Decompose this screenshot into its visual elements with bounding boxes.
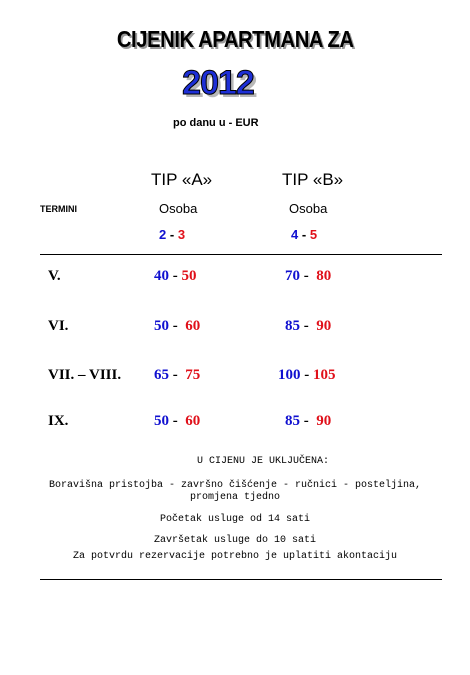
price-min: 85 — [285, 413, 300, 429]
period-label: V. — [48, 268, 61, 284]
subtitle-text: po danu u - EUR — [173, 117, 259, 129]
type-a-header: TIP «A» — [151, 170, 213, 189]
service-end: Završetak usluge do 10 sati — [153, 535, 317, 546]
type-b-persons-max: 5 — [309, 227, 318, 242]
price-min: 85 — [285, 318, 300, 334]
type-b-persons-min: 4 — [291, 227, 299, 242]
price-unit-subtitle — [173, 117, 259, 129]
included-heading: U CIJENU JE UKLJUČENA: — [196, 456, 330, 467]
type-a-persons-label: Osoba — [159, 201, 198, 216]
price-min: 70 — [285, 268, 300, 284]
price-max: 105 — [313, 367, 336, 383]
price-max: 50 — [181, 268, 197, 284]
deposit-note: Za potvrdu rezervacije potrebno je uplatiti akontaciju — [72, 551, 398, 562]
period-label: VII. – VIII. — [48, 367, 122, 383]
type-a-persons-min: 2 — [159, 227, 167, 242]
price-max: 60 — [185, 413, 201, 429]
type-b-header: TIP «B» — [282, 170, 344, 189]
type-b-persons-label: Osoba — [289, 201, 328, 216]
price-max: 60 — [185, 318, 201, 334]
type-a-price: 50 - 60 — [154, 413, 201, 429]
price-min: 50 — [154, 413, 169, 429]
type-b-persons-range — [291, 227, 317, 242]
type-b-price: 85 - 90 — [285, 413, 332, 429]
type-a-price: 40 - 50 — [154, 268, 197, 284]
price-min: 100 — [278, 367, 301, 383]
price-min: 40 — [154, 268, 169, 284]
price-min: 50 — [154, 318, 169, 334]
price-max: 75 — [185, 367, 201, 383]
document-title: CIJENIK APARTMANA ZA — [116, 26, 354, 52]
type-a-persons-max: 3 — [177, 227, 186, 242]
type-a-persons-range — [159, 227, 185, 242]
header-divider — [40, 254, 442, 255]
footer-divider — [40, 579, 442, 580]
type-a-persons-dash: - — [169, 227, 175, 242]
price-max: 90 — [316, 413, 332, 429]
price-min: 65 — [154, 367, 169, 383]
type-b-persons-dash: - — [301, 227, 307, 242]
type-b-price: 85 - 90 — [285, 318, 332, 334]
service-start: Početak usluge od 14 sati — [159, 514, 311, 525]
type-a-price: 50 - 60 — [154, 318, 201, 334]
price-max: 90 — [316, 318, 332, 334]
included-items-line1: Boravišna pristojba - završno čišćenje - ručnici - posteljina, — [48, 480, 422, 491]
termini-label: TERMINI — [40, 204, 77, 214]
price-max: 80 — [316, 268, 332, 284]
period-label: VI. — [48, 318, 69, 334]
type-b-price: 70 - 80 — [285, 268, 332, 284]
type-a-price: 65 - 75 — [154, 367, 201, 383]
period-label: IX. — [48, 413, 69, 429]
included-items-line2: promjena tjedno — [189, 492, 280, 503]
year-heading: 2012 — [182, 64, 254, 102]
type-b-price: 100 - 105 — [278, 367, 336, 383]
